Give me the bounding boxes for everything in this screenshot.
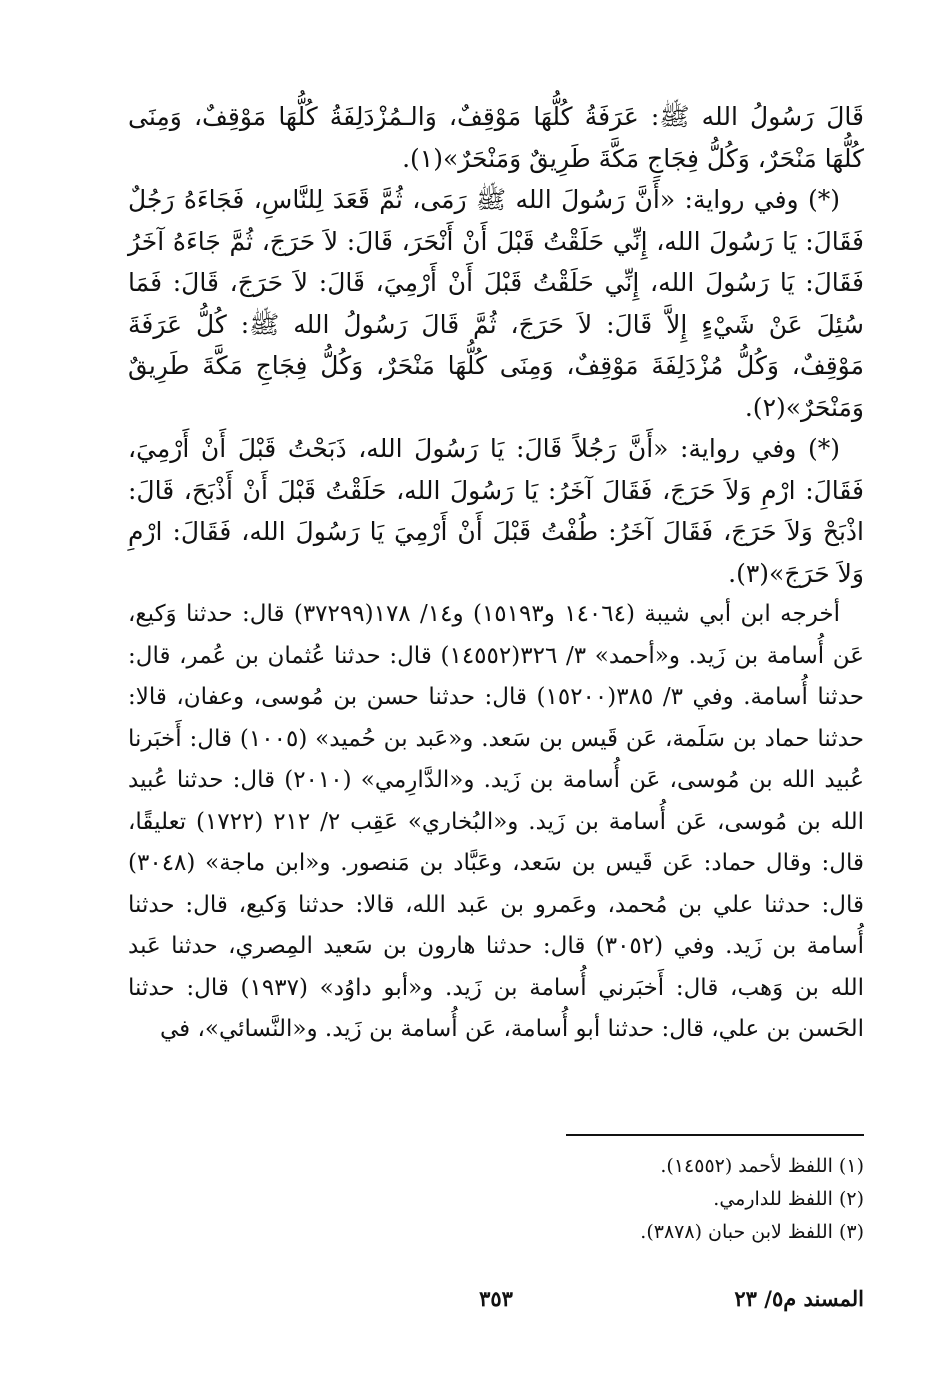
signature-mark: المسند م٥/ ٢٣ [734, 1286, 864, 1311]
footnote-2: (٢) اللفظ للدارمي. [713, 1188, 864, 1210]
main-text [128, 96, 864, 1051]
takhrij-paragraph: أخرجه ابن أبي شيبة (١٤٠٦٤ و١٥١٩٣) و١٤/ ١٧٨(٣٧٢٩٩) قال: حدثنا وَكيع، عَن أُسامة بن زَيد. و«أحمد» ٣/ ٣٢٦(١٤٥٥٢) قال: حدثنا عُثمان بن عُمر، قال: حدثنا أُسامة. وفي ٣/ ٣٨٥(١٥٢٠٠) قال: حدثنا حسن بن مُوسى، وعفان، قالا: حدثنا حماد بن سَلَمة، عَن قَيس بن سَعد. و«عَبد بن حُميد» (١٠٠٥) قال: أَخبَرنا عُبيد الله بن مُوسى، عَن أُسامة بن زَيد. و«الدَّارِمي» (٢٠١٠) قال: حدثنا عُبيد الله بن مُوسى، عَن أُسامة بن زَيد. و«البُخاري» عَقِب ٢/ ٢١٢ (١٧٢٢) تعليقًا، قال: وقال حماد: عَن قَيس بن سَعد، وعَبَّاد بن مَنصور. و«ابن ماجة» (٣٠٤٨) قال: حدثنا علي بن مُحمد، وعَمرو بن عَبد الله، قالا: حدثنا وَكيع، قال: حدثنا أُسامة بن زَيد. وفي (٣٠٥٢) قال: حدثنا هارون بن سَعيد المِصري، حدثنا عَبد الله بن وَهب، قال: أَخبَرني أُسامة بن زَيد. و«أبو داوُد» (١٩٣٧) قال: حدثنا الحَسن بن علي، قال: حدثنا أبو أُسامة، عَن أُسامة بن زَيد. و«النَّسائي»، في [128, 601, 865, 1042]
footnotes [128, 1150, 864, 1249]
footnote-3: (٣) اللفظ لابن حبان (٣٨٧٨). [640, 1221, 864, 1243]
footnote-1: (١) اللفظ لأحمد (١٤٥٥٢). [660, 1155, 864, 1177]
page-number: ٣٥٣ [479, 1286, 513, 1311]
hadith-paragraph-3: (*) وفي رواية: «أَنَّ رَجُلاً قَالَ: يَا رَسُولَ الله، ذَبَحْتُ قَبْلَ أَنْ أَرْمِيَ، فَقَالَ: ارْمِ وَلاَ حَرَجَ، فَقَالَ آخَرُ: يَا رَسُولَ الله، حَلَقْتُ قَبْلَ أَنْ أَذْبَحَ، قَالَ: اذْبَحْ وَلاَ حَرَجَ، فَقَالَ آخَرُ: طُفْتُ قَبْلَ أَنْ أَرْمِيَ يَا رَسُولَ الله، فَقَالَ: ارْمِ وَلاَ حَرَجَ»(٣). [128, 434, 864, 588]
hadith-paragraph-1: قَالَ رَسُولُ الله ﷺ: عَرَفَةُ كُلُّهَا مَوْقِفٌ، وَالـمُزْدَلِفَةُ كُلُّهَا مَوْقِفٌ، وَمِنَى كُلُّهَا مَنْحَرٌ، وَكُلُّ فِجَاجِ مَكَّةَ طَرِيقٌ وَمَنْحَرٌ»(١). [128, 102, 864, 173]
hadith-paragraph-2: (*) وفي رواية: «أَنَّ رَسُولَ الله ﷺ رَمَى، ثُمَّ قَعَدَ لِلنَّاسِ، فَجَاءَهُ رَجُلٌ فَقَالَ: يَا رَسُولَ الله، إِنِّي حَلَقْتُ قَبْلَ أَنْ أَنْحَرَ، قَالَ: لاَ حَرَجَ، ثُمَّ جَاءَهُ آخَرُ فَقَالَ: يَا رَسُولَ الله، إِنِّي حَلَقْتُ قَبْلَ أَنْ أَرْمِيَ، قَالَ: لاَ حَرَجَ، قَالَ: فَمَا سُئِلَ عَنْ شَيْءٍ إِلاَّ قَالَ: لاَ حَرَجَ، ثُمَّ قَالَ رَسُولُ الله ﷺ: كُلُّ عَرَفَةَ مَوْقِفٌ، وَكُلُّ مُزْدَلِفَةَ مَوْقِفٌ، وَمِنَى كُلُّهَا مَنْحَرٌ، وَكُلُّ فِجَاجِ مَكَّةَ طَرِيقٌ وَمَنْحَرٌ»(٢). [128, 185, 864, 422]
footnote-separator [566, 1134, 864, 1136]
page-footer [128, 1286, 864, 1322]
